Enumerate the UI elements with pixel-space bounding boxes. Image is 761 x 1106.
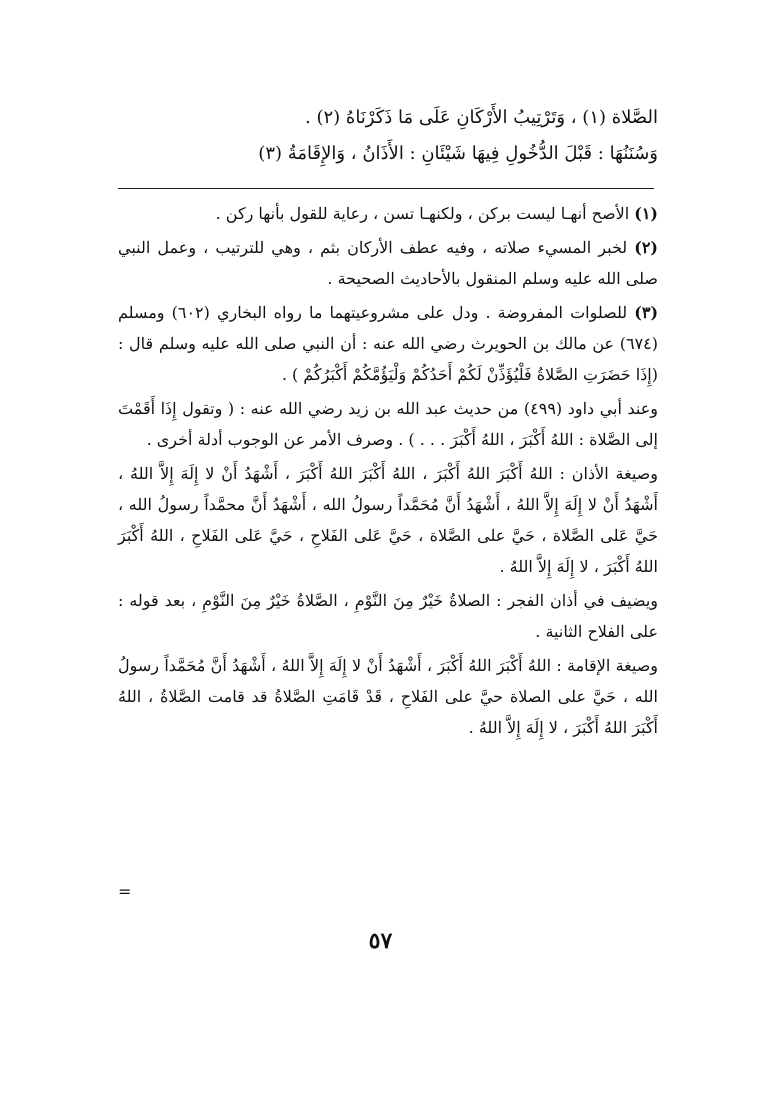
paragraph-adhan-formula: وصيغة الأذان : اللهُ أَكْبَرَ اللهُ أَكْبَرَ ، اللهُ أَكْبَرَ اللهُ أَكْبَرَ ، أَشْهَدُ أَنْ لا إِلَهَ إِلاَّ اللهُ ، أَشْهَدُ أَنْ لا إِلَهَ إِلاَّ اللهُ ، أَشْهَدُ أَنَّ مُحَمَّداً رسولُ الله ، أَشْهَدُ أَنَّ محمَّداً رسولُ الله ، حَيَّ عَلى الصَّلاة ، حَيَّ على الصَّلاة ، حَيَّ عَلى الفَلاحِ ، حَيَّ عَلى الفَلاحِ ، اللهُ أَكْبَرَ اللهُ أَكْبَرَ ، لا إِلَهَ إِلاَّ اللهُ .: [118, 464, 658, 576]
footnotes-section: [118, 198, 658, 746]
paragraph-abu-dawud: وعند أبي داود (٤٩٩) من حديث عبد الله بن زيد رضي الله عنه : ( وتقول إِذَا أَقَمْتَ إلى الصَّلاة : اللهُ أَكْبَرَ ، اللهُ أَكْبَرَ . . . ) . وصرف الأمر عن الوجوب أدلة أخرى .: [118, 399, 659, 449]
footnote-divider: [118, 188, 654, 189]
main-text: [118, 100, 658, 172]
footnote-text: للصلوات المفروضة . ودل على مشروعيتهما ما رواه البخاري (٦٠٢) ومسلم (٦٧٤) عن مالك بن الحويرث رضي الله عنه : أن النبي صلى الله عليه وسلم قال : (إِذَا حَضَرَتِ الصَّلاةُ فَلْيُؤَذِّنْ لَكُمْ أَحَدُكُمْ وَلْيَؤُمَّكُمْ أَكْبَرُكُمْ ) .: [118, 303, 658, 384]
footnote-text: لخبر المسيء صلاته ، وفيه عطف الأركان بثم ، وهي للترتيب ، وعمل النبي صلى الله عليه وسلم المنقول بالأحاديث الصحيحة .: [118, 238, 658, 288]
page-number: ٥٧: [368, 928, 393, 954]
footnote-text: الأصح أنهـا ليست بركن ، ولكنهـا تسن ، رعاية للقول بأنها ركن .: [215, 204, 630, 223]
footnote-number: (٣): [634, 303, 659, 322]
footnote-2: [118, 232, 658, 294]
footnote-1: [118, 198, 658, 229]
paragraph-iqama-formula: وصيغة الإقامة : اللهُ أَكْبَرَ اللهُ أَكْبَرَ ، أَشْهَدُ أَنْ لا إِلَهَ إِلاَّ اللهُ ، أَشْهَدُ أَنَّ مُحَمَّداً رسولُ الله ، حَيَّ على الصلاة حيَّ على الفَلاحِ ، قَدْ قَامَتِ الصَّلاةُ قد قامت الصَّلاةُ ، اللهُ أَكْبَرَ اللهُ أَكْبَرَ ، لا إِلَهَ إِلاَّ اللهُ .: [118, 656, 659, 737]
paragraph-fajr-addition: ويضيف في أذان الفجر : الصلاةُ خَيْرٌ مِنَ النَّوْمِ ، الصَّلاةُ خَيْرٌ مِنَ النَّوْمِ ، بعد قوله : على الفلاح الثانية .: [118, 591, 658, 641]
main-text-line-2: وَسُنَنُهَا : قَبْلَ الدُّخُولِ فِيهَا شَيْئَانِ : الأَذَانُ ، وَالإِقَامَةُ (٣): [258, 143, 658, 164]
continuation-mark: =: [118, 882, 132, 901]
footnote-number: (٢): [634, 238, 658, 257]
footnote-number: (١): [634, 204, 658, 223]
main-text-line-1: الصَّلاة (١) ، وَتَرْتِيبُ الأَرْكَانِ عَلَى مَا ذَكَرْنَاهُ (٢) .: [305, 107, 658, 128]
footnote-3: [118, 297, 658, 390]
